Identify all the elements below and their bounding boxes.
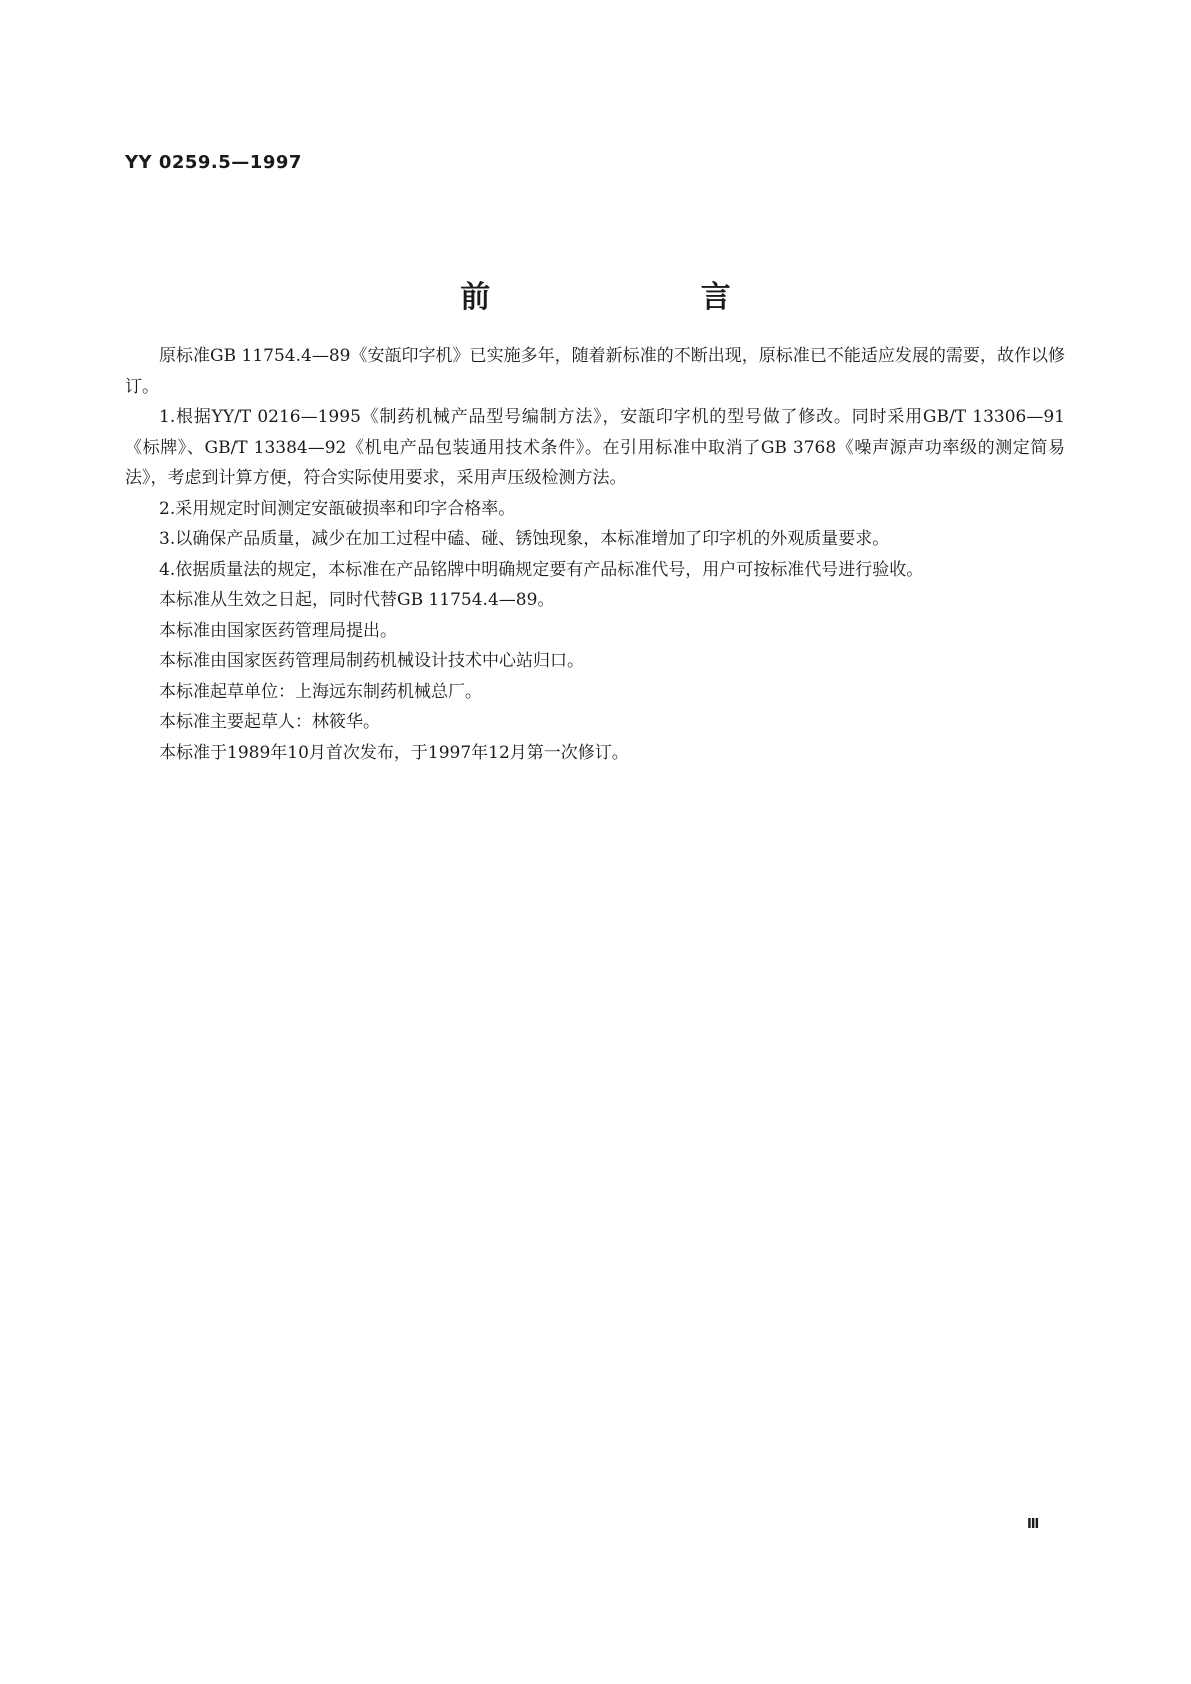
paragraph-drafting-unit: 本标准起草单位：上海远东制药机械总厂。 <box>159 681 482 702</box>
paragraph-proposer: 本标准由国家医药管理局提出。 <box>159 620 397 641</box>
preface-body <box>125 341 1065 768</box>
paragraph-item-4: 4.依据质量法的规定，本标准在产品铭牌中明确规定要有产品标准代号，用户可按标准代号进行验收。 <box>159 559 924 580</box>
paragraph-history: 本标准于1989年10月首次发布，于1997年12月第一次修订。 <box>159 742 629 763</box>
paragraph-replacement: 本标准从生效之日起，同时代替GB 11754.4—89。 <box>159 590 555 610</box>
page-title: 前 言 <box>460 280 831 315</box>
paragraph-item-3: 3.以确保产品质量，减少在加工过程中磕、碰、锈蚀现象，本标准增加了印字机的外观质量要求。 <box>159 529 890 549</box>
paragraph-item-1: 1.根据YY/T 0216—1995《制药机械产品型号编制方法》，安瓿印字机的型号做了修改。同时采用GB/T 13306—91《标牌》、GB/T 13384—92《机电产品包装通用技术条件》。在引用标准中取消了GB 3768《噪声源声功率级的测定简易法》，考虑到计算方便，符合实际使用要求，采用声压级检测方法。 <box>125 407 1065 488</box>
paragraph-drafter: 本标准主要起草人：林筱华。 <box>159 712 380 732</box>
page-number: Ⅲ <box>1027 1517 1040 1532</box>
paragraph-item-2: 2.采用规定时间测定安瓿破损率和印字合格率。 <box>159 498 516 519</box>
paragraph-administrator: 本标准由国家医药管理局制药机械设计技术中心站归口。 <box>159 651 584 671</box>
standard-code: YY 0259.5—1997 <box>125 152 302 173</box>
paragraph-intro: 原标准GB 11754.4—89《安瓿印字机》已实施多年，随着新标准的不断出现，原标准已不能适应发展的需要，故作以修订。 <box>125 346 1065 397</box>
